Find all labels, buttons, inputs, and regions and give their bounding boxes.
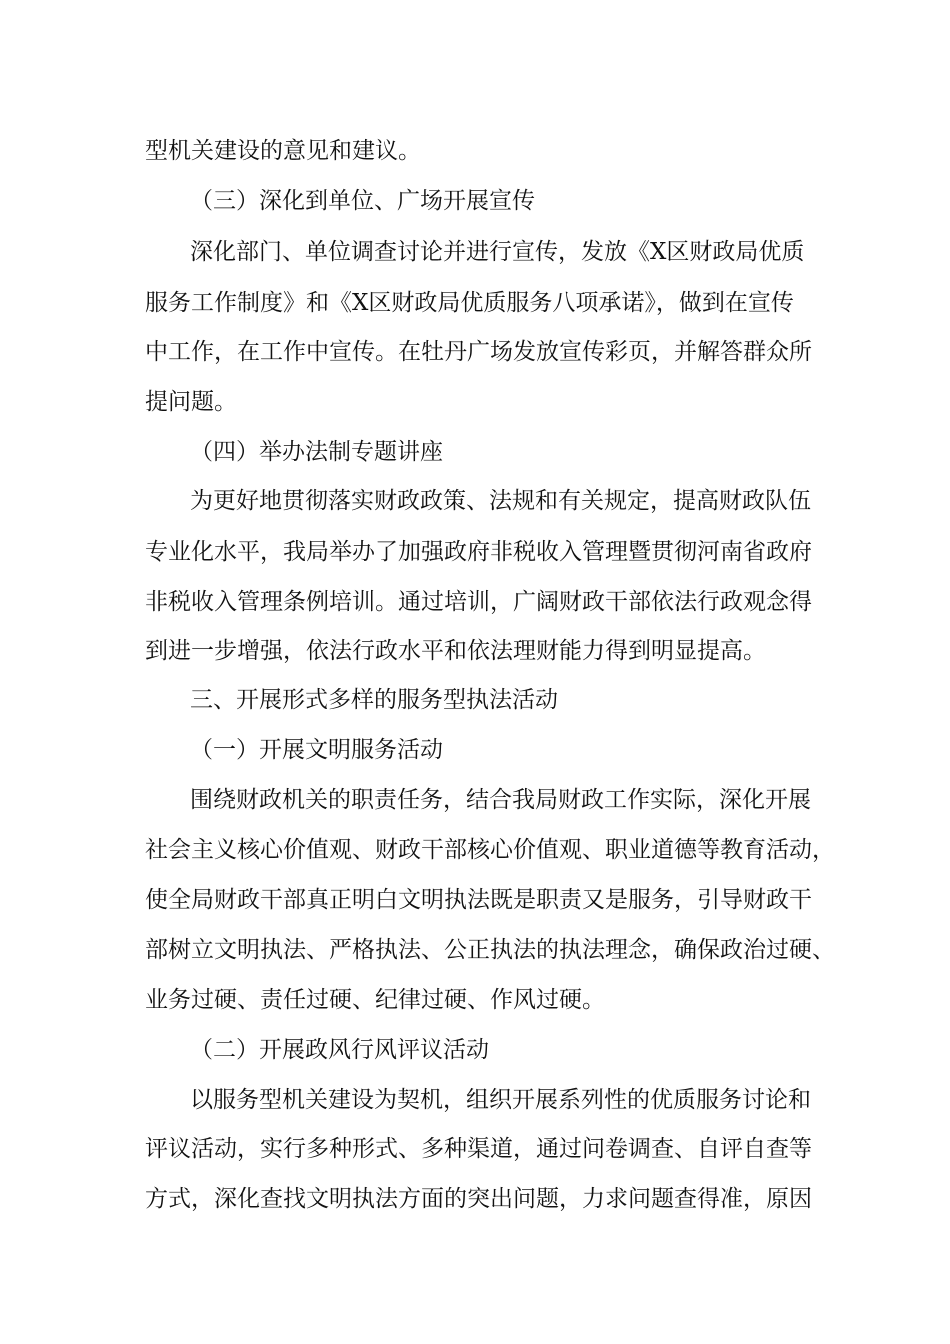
- text-line: 服务工作制度》和《X区财政局优质服务八项承诺》，做到在宣传: [145, 290, 794, 316]
- text-line: 业务过硬、责任过硬、纪律过硬、作风过硬。: [145, 987, 605, 1013]
- section-heading: （四）举办法制专题讲座: [190, 439, 443, 465]
- text-line: 使全局财政干部真正明白文明执法既是职责又是服务，引导财政干: [145, 887, 812, 913]
- text-line: 中工作，在工作中宣传。在牡丹广场发放宣传彩页，并解答群众所: [145, 339, 812, 365]
- text-line: 社会主义核心价值观、财政干部核心价值观、职业道德等教育活动，: [145, 837, 835, 863]
- section-heading: （二）开展政风行风评议活动: [190, 1037, 489, 1063]
- text-line: 非税收入管理条例培训。通过培训，广阔财政干部依法行政观念得: [145, 589, 812, 615]
- text-line: 型机关建设的意见和建议。: [145, 138, 421, 164]
- text-line: 方式，深化查找文明执法方面的突出问题，力求问题查得准，原因: [145, 1186, 812, 1212]
- text-line: 提问题。: [145, 389, 237, 415]
- section-heading: （三）深化到单位、广场开展宣传: [190, 188, 535, 214]
- text-line: 评议活动，实行多种形式、多种渠道，通过问卷调查、自评自查等: [145, 1136, 812, 1162]
- text-line: 部树立文明执法、严格执法、公正执法的执法理念，确保政治过硬、: [145, 937, 835, 963]
- text-line: 到进一步增强，依法行政水平和依法理财能力得到明显提高。: [145, 638, 766, 664]
- text-line: 专业化水平，我局举办了加强政府非税收入管理暨贯彻河南省政府: [145, 539, 812, 565]
- text-line: 深化部门、单位调查讨论并进行宣传，发放《X区财政局优质: [190, 239, 805, 265]
- section-heading: （一）开展文明服务活动: [190, 737, 443, 763]
- section-heading: 三、开展形式多样的服务型执法活动: [190, 687, 558, 713]
- text-line: 围绕财政机关的职责任务，结合我局财政工作实际，深化开展: [190, 787, 811, 813]
- text-line: 以服务型机关建设为契机，组织开展系列性的优质服务讨论和: [190, 1087, 811, 1113]
- text-line: 为更好地贯彻落实财政政策、法规和有关规定，提高财政队伍: [190, 488, 811, 514]
